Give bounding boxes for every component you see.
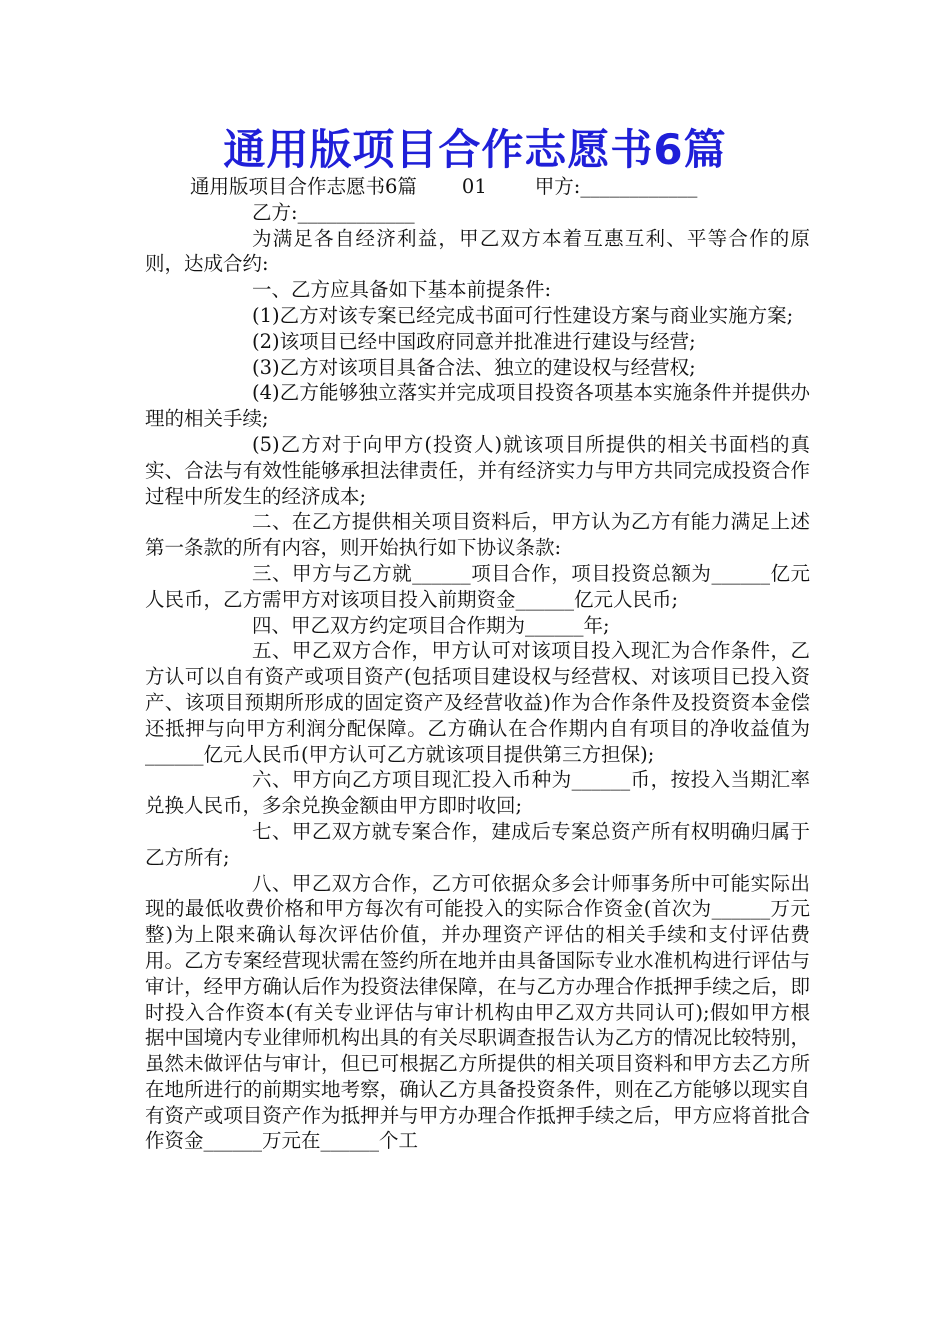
document-number: 01 — [461, 175, 487, 198]
paragraph: 三、甲方与乙方就______项目合作，项目投资总额为______亿元人民币，乙方需甲方对该项目投入前期资金______亿元人民币; — [145, 561, 810, 611]
paragraph: (1)乙方对该专案已经完成书面可行性建设方案与商业实施方案; — [252, 303, 794, 327]
paragraph: (2)该项目已经中国政府同意并批准进行建设与经营; — [252, 329, 696, 353]
paragraph: 二、在乙方提供相关项目资料后，甲方认为乙方有能力满足上述第一条款的所有内容，则开始执行如下协议条款: — [145, 510, 810, 560]
paragraph: (4)乙方能够独立落实并完成项目投资各项基本实施条件并提供办理的相关手续; — [145, 381, 810, 431]
paragraph: 七、甲乙双方就专案合作，建成后专案总资产所有权明确归属于乙方所有; — [145, 819, 810, 869]
subtitle: 通用版项目合作志愿书6篇 — [190, 175, 417, 198]
paragraph: 六、甲方向乙方项目现汇投入币种为______币，按投入当期汇率兑换人民币，多余兑换金额由甲方即时收回; — [145, 768, 810, 818]
paragraph: 为满足各自经济利益，甲乙双方本着互惠互利、平等合作的原则，达成合约: — [145, 226, 810, 276]
paragraph: (5)乙方对于向甲方(投资人)就该项目所提供的相关书面档的真实、合法与有效性能够承担法律责任，并有经济实力与甲方共同完成投资合作过程中所发生的经济成本; — [145, 432, 810, 508]
document-body — [145, 174, 810, 1154]
paragraph: 四、甲乙双方约定项目合作期为______年; — [252, 613, 610, 637]
paragraph: 一、乙方应具备如下基本前提条件: — [252, 278, 552, 302]
paragraph: 五、甲乙双方合作，甲方认可对该项目投入现汇为合作条件，乙方认可以自有资产或项目资产(包括项目建设权与经营权、对该项目已投入资产、该项目预期所形成的固定资产及经营收益)作为合作条件及投资资本金偿还抵押与向甲方利润分配保障。乙方确认在合作期内自有项目的净收益值为______亿元人民币(甲方认可乙方就该项目提供第三方担保); — [145, 639, 810, 766]
paragraph: 八、甲乙双方合作，乙方可依据众多会计师事务所中可能实际出现的最低收费价格和甲方每次有可能投入的实际合作资金(首次为______万元整)为上限来确认每次评估价值，并办理资产评估的相关手续和支付评估费用。乙方专案经营现状需在签约所在地并由具备国际专业水准机构进行评估与审计，经甲方确认后作为投资法律保障，在与乙方办理合作抵押手续之后，即时投入合作资本(有关专业评估与审计机构由甲乙双方共同认可);假如甲方根据中国境内专业律师机构出具的有关尽职调查报告认为乙方的情况比较特别，虽然未做评估与审计，但已可根据乙方所提供的相关项目资料和甲方去乙方所在地所进行的前期实地考察，确认乙方具备投资条件，则在乙方能够以现实自有资产或项目资产作为抵押并与甲方办理合作抵押手续之后，甲方应将首批合作资金______万元在______个工 — [145, 871, 810, 1153]
party-b-field: 乙方:____________ — [252, 200, 415, 224]
document-title: 通用版项目合作志愿书6篇 — [223, 125, 727, 174]
paragraph: (3)乙方对该项目具备合法、独立的建设权与经营权; — [252, 355, 696, 379]
party-a-field: 甲方:____________ — [534, 175, 698, 198]
subtitle-line — [145, 174, 810, 200]
